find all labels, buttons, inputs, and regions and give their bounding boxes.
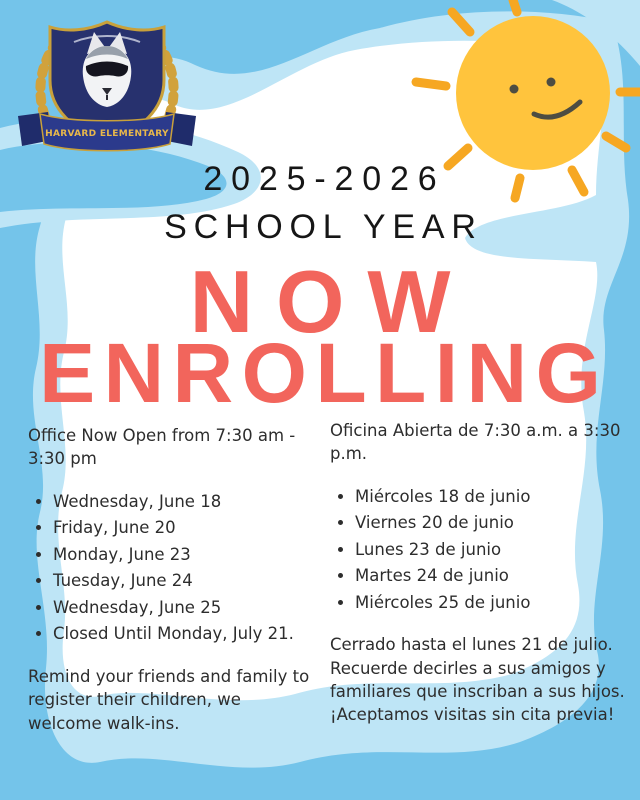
list-item: • Martes 24 de junio bbox=[355, 566, 628, 585]
list-item: • Closed Until Monday, July 21. bbox=[53, 624, 318, 643]
list-item: • Friday, June 20 bbox=[53, 518, 318, 537]
english-reminder: Remind your friends and family to register their children, we welcome walk-ins. bbox=[28, 666, 310, 733]
headline-now: NOW bbox=[189, 252, 474, 351]
list-item: • Monday, June 23 bbox=[53, 545, 318, 564]
spanish-office-hours: Oficina Abierta de 7:30 a.m. a 3:30 p.m. bbox=[330, 421, 621, 464]
school-crest bbox=[12, 6, 202, 156]
school-year-heading: SCHOOL YEAR bbox=[164, 208, 483, 246]
year-heading: 2025-2026 bbox=[203, 160, 446, 198]
spanish-column bbox=[330, 419, 628, 727]
spanish-closed-note: Cerrado hasta el lunes 21 de julio. Recuerde decirles a sus amigos y familiares que inscriban a sus hijos. ¡Aceptamos visitas sin cita previa! bbox=[330, 635, 625, 725]
list-item: • Wednesday, June 18 bbox=[53, 492, 318, 511]
list-item: • Miércoles 18 de junio bbox=[355, 487, 628, 506]
headline-enrolling: ENROLLING bbox=[39, 326, 610, 420]
list-item: • Tuesday, June 24 bbox=[53, 571, 318, 590]
list-item: • Miércoles 25 de junio bbox=[355, 593, 628, 612]
english-column bbox=[28, 424, 318, 735]
spanish-dates-list bbox=[330, 487, 628, 612]
sun-disc bbox=[456, 16, 610, 170]
english-office-hours: Office Now Open from 7:30 am - 3:30 pm bbox=[28, 426, 296, 469]
list-item: • Wednesday, June 25 bbox=[53, 598, 318, 617]
list-item: • Lunes 23 de junio bbox=[355, 540, 628, 559]
english-dates-list bbox=[28, 492, 318, 644]
list-item: • Viernes 20 de junio bbox=[355, 513, 628, 532]
school-name-text: HARVARD ELEMENTARY bbox=[45, 129, 169, 139]
